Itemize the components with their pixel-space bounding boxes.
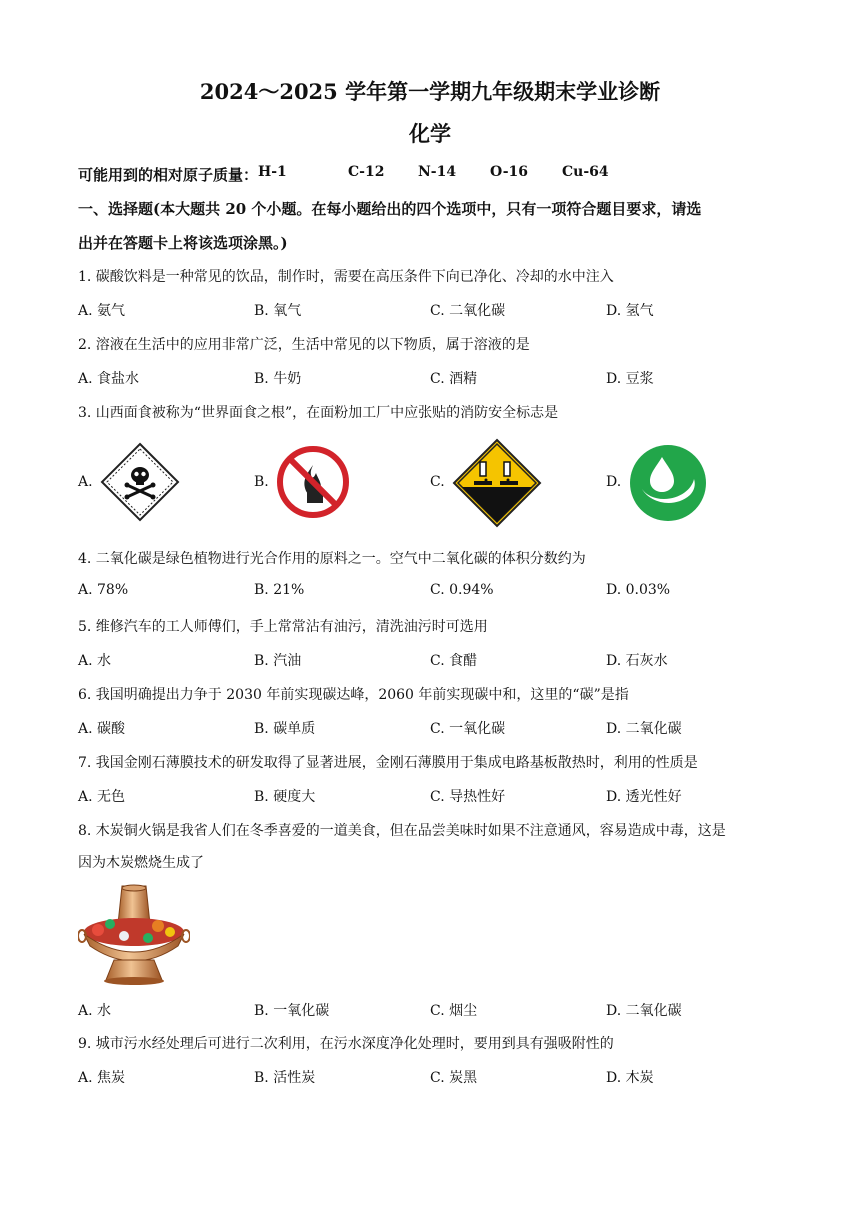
- question-4-option-b[interactable]: B. 21%: [254, 582, 305, 598]
- exam-title: 2024～2025 学年第一学期九年级期末学业诊断: [199, 79, 661, 104]
- no-open-flame-sign-icon: [276, 445, 350, 519]
- question-1-option-a[interactable]: A. 氨气: [78, 303, 126, 319]
- question-6-option-d[interactable]: D. 二氧化碳: [606, 721, 682, 737]
- question-7-option-a[interactable]: A. 无色: [78, 789, 126, 805]
- question-5-option-b[interactable]: B. 汽油: [254, 653, 302, 669]
- atomic-mass-cu: Cu-64: [562, 164, 609, 180]
- atomic-mass-line: [78, 164, 258, 185]
- question-1-option-d[interactable]: D. 氢气: [606, 303, 654, 319]
- corrosive-sign-icon: [452, 438, 542, 528]
- section-instructions-1: 一、选择题(本大题共 20 个小题。在每小题给出的四个选项中，只有一项符合题目要求，请选: [78, 200, 702, 218]
- question-5-option-d[interactable]: D. 石灰水: [606, 653, 668, 669]
- question-9-stem: 9. 城市污水经处理后可进行二次利用，在污水深度净化处理时，要用到具有强吸附性的: [78, 1036, 614, 1052]
- question-3-option-d[interactable]: D.: [606, 474, 622, 490]
- question-7-option-c[interactable]: C. 导热性好: [430, 789, 506, 805]
- atomic-mass-label: 可能用到的相对原子质量：: [78, 166, 259, 184]
- question-4-option-a[interactable]: A. 78%: [78, 582, 129, 598]
- question-3-option-a[interactable]: A.: [78, 474, 93, 490]
- question-1-stem: 1. 碳酸饮料是一种常见的饮品，制作时，需要在高压条件下向已净化、冷却的水中注入: [78, 269, 614, 285]
- question-9-option-c[interactable]: C. 炭黑: [430, 1070, 478, 1086]
- question-2-option-c[interactable]: C. 酒精: [430, 371, 478, 387]
- question-5-option-a[interactable]: A. 水: [78, 653, 112, 669]
- question-6-option-c[interactable]: C. 一氧化碳: [430, 721, 506, 737]
- question-8-stem-continued: 因为木炭燃烧生成了: [78, 855, 204, 871]
- question-2-option-d[interactable]: D. 豆浆: [606, 371, 654, 387]
- question-1-option-b[interactable]: B. 氧气: [254, 303, 302, 319]
- question-4-stem: 4. 二氧化碳是绿色植物进行光合作用的原料之一。空气中二氧化碳的体积分数约为: [78, 551, 586, 567]
- question-8-option-b[interactable]: B. 一氧化碳: [254, 1003, 330, 1019]
- question-2-stem: 2. 溶液在生活中的应用非常广泛，生活中常见的以下物质，属于溶液的是: [78, 337, 530, 353]
- question-6-option-a[interactable]: A. 碳酸: [78, 721, 126, 737]
- section-instructions-2: 出并在答题卡上将该选项涂黑。): [78, 234, 288, 252]
- question-6-stem: 6. 我国明确提出力争于 2030 年前实现碳达峰，2060 年前实现碳中和，这里的“碳”是指: [78, 687, 629, 703]
- question-9-option-a[interactable]: A. 焦炭: [78, 1070, 126, 1086]
- question-9-option-d[interactable]: D. 木炭: [606, 1070, 654, 1086]
- atomic-mass-c: C-12: [348, 164, 385, 180]
- question-4-option-d[interactable]: D. 0.03%: [606, 582, 671, 598]
- question-4-option-c[interactable]: C. 0.94%: [430, 582, 494, 598]
- atomic-mass-n: N-14: [418, 164, 457, 180]
- toxic-sign-icon: [100, 442, 180, 522]
- water-saving-sign-icon: [628, 443, 708, 523]
- question-5-stem: 5. 维修汽车的工人师傅们，手上常常沾有油污，清洗油污时可选用: [78, 619, 488, 635]
- question-2-option-a[interactable]: A. 食盐水: [78, 371, 140, 387]
- question-8-option-a[interactable]: A. 水: [78, 1003, 112, 1019]
- atomic-mass-o: O-16: [490, 164, 529, 180]
- question-3-option-b[interactable]: B.: [254, 474, 269, 490]
- question-8-option-c[interactable]: C. 烟尘: [430, 1003, 478, 1019]
- question-7-stem: 7. 我国金刚石薄膜技术的研发取得了显著进展，金刚石薄膜用于集成电路基板散热时，利用的性质是: [78, 755, 698, 771]
- question-8-option-d[interactable]: D. 二氧化碳: [606, 1003, 682, 1019]
- question-3-stem: 3. 山西面食被称为“世界面食之根”，在面粉加工厂中应张贴的消防安全标志是: [78, 405, 559, 421]
- copper-hotpot-image: [78, 884, 190, 986]
- question-9-option-b[interactable]: B. 活性炭: [254, 1070, 316, 1086]
- question-7-option-d[interactable]: D. 透光性好: [606, 789, 682, 805]
- question-2-option-b[interactable]: B. 牛奶: [254, 371, 302, 387]
- question-5-option-c[interactable]: C. 食醋: [430, 653, 478, 669]
- question-6-option-b[interactable]: B. 碳单质: [254, 721, 316, 737]
- question-8-stem: 8. 木炭铜火锅是我省人们在冬季喜爱的一道美食，但在品尝美味时如果不注意通风，容易造成中毒，这是: [78, 823, 726, 839]
- question-7-option-b[interactable]: B. 硬度大: [254, 789, 316, 805]
- question-3-option-c[interactable]: C.: [430, 474, 445, 490]
- question-1-option-c[interactable]: C. 二氧化碳: [430, 303, 506, 319]
- atomic-mass-h: H-1: [258, 164, 287, 180]
- subject-title: 化学: [409, 121, 451, 146]
